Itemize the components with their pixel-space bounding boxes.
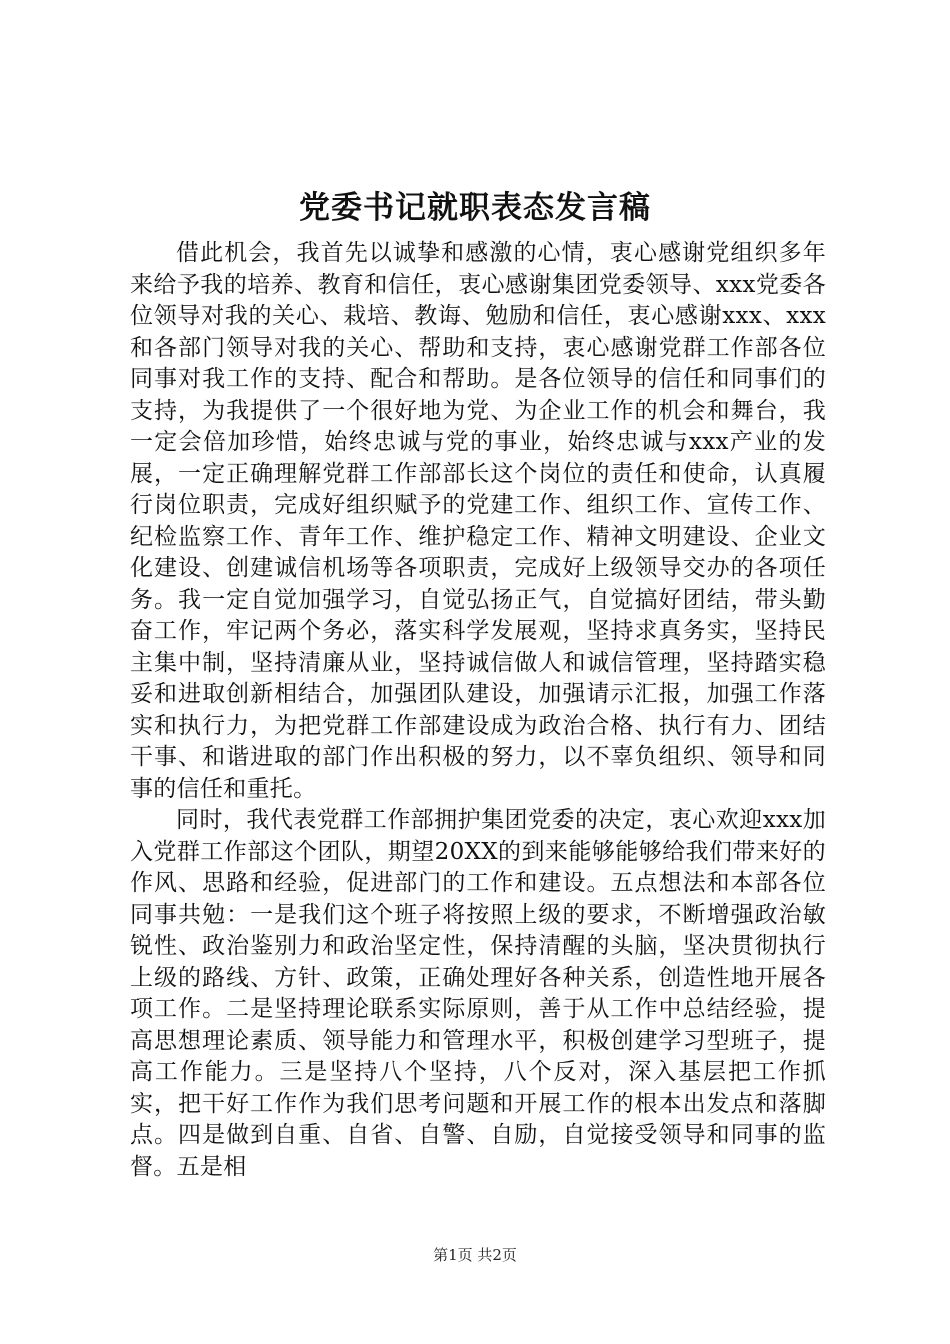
page-number-footer: 第1页 共2页 — [433, 1246, 517, 1264]
document-title: 党委书记就职表态发言稿 — [299, 190, 651, 226]
paragraph-2: 同时，我代表党群工作部拥护集团党委的决定，衷心欢迎xxx加入党群工作部这个团队，期望20XX的到来能够能够给我们带来好的作风、思路和经验，促进部门的工作和建设。五点想法和本部各位同事共勉：一是我们这个班子将按照上级的要求，不断增强政治敏锐性、政治鉴别力和政治坚定性，保持清醒的头脑，坚决贯彻执行上级的路线、方针、政策，正确处理好各种关系，创造性地开展各项工作。二是坚持理论联系实际原则，善于从工作中总结经验，提高思想理论素质、领导能力和管理水平，积极创建学习型班子，提高工作能力。三是坚持八个坚持，八个反对，深入基层把工作抓实，把干好工作作为我们思考问题和开展工作的根本出发点和落脚点。四是做到自重、自省、自警、自励，自觉接受领导和同事的监督。五是相 — [130, 807, 826, 1180]
paragraph-1: 借此机会，我首先以诚挚和感激的心情，衷心感谢党组织多年来给予我的培养、教育和信任，衷心感谢集团党委领导、xxx党委各位领导对我的关心、栽培、教诲、勉励和信任，衷心感谢xxx、xxx和各部门领导对我的关心、帮助和支持，衷心感谢党群工作部各位同事对我工作的支持、配合和帮助。是各位领导的信任和同事们的支持，为我提供了一个很好地为党、为企业工作的机会和舞台，我一定会倍加珍惜，始终忠诚与党的事业，始终忠诚与xxx产业的发展，一定正确理解党群工作部部长这个岗位的责任和使命，认真履行岗位职责，完成好组织赋予的党建工作、组织工作、宣传工作、纪检监察工作、青年工作、维护稳定工作、精神文明建设、企业文化建设、创建诚信机场等各项职责，完成好上级领导交办的各项任务。我一定自觉加强学习，自觉弘扬正气，自觉搞好团结，带头勤奋工作，牢记两个务必，落实科学发展观，坚持求真务实，坚持民主集中制，坚持清廉从业，坚持诚信做人和诚信管理，坚持踏实稳妥和进取创新相结合，加强团队建设，加强请示汇报，加强工作落实和执行力，为把党群工作部建设成为政治合格、执行有力、团结干事、和谐进取的部门作出积极的努力，以不辜负组织、领导和同事的信任和重托。 — [130, 240, 826, 802]
document-body — [130, 238, 826, 1183]
